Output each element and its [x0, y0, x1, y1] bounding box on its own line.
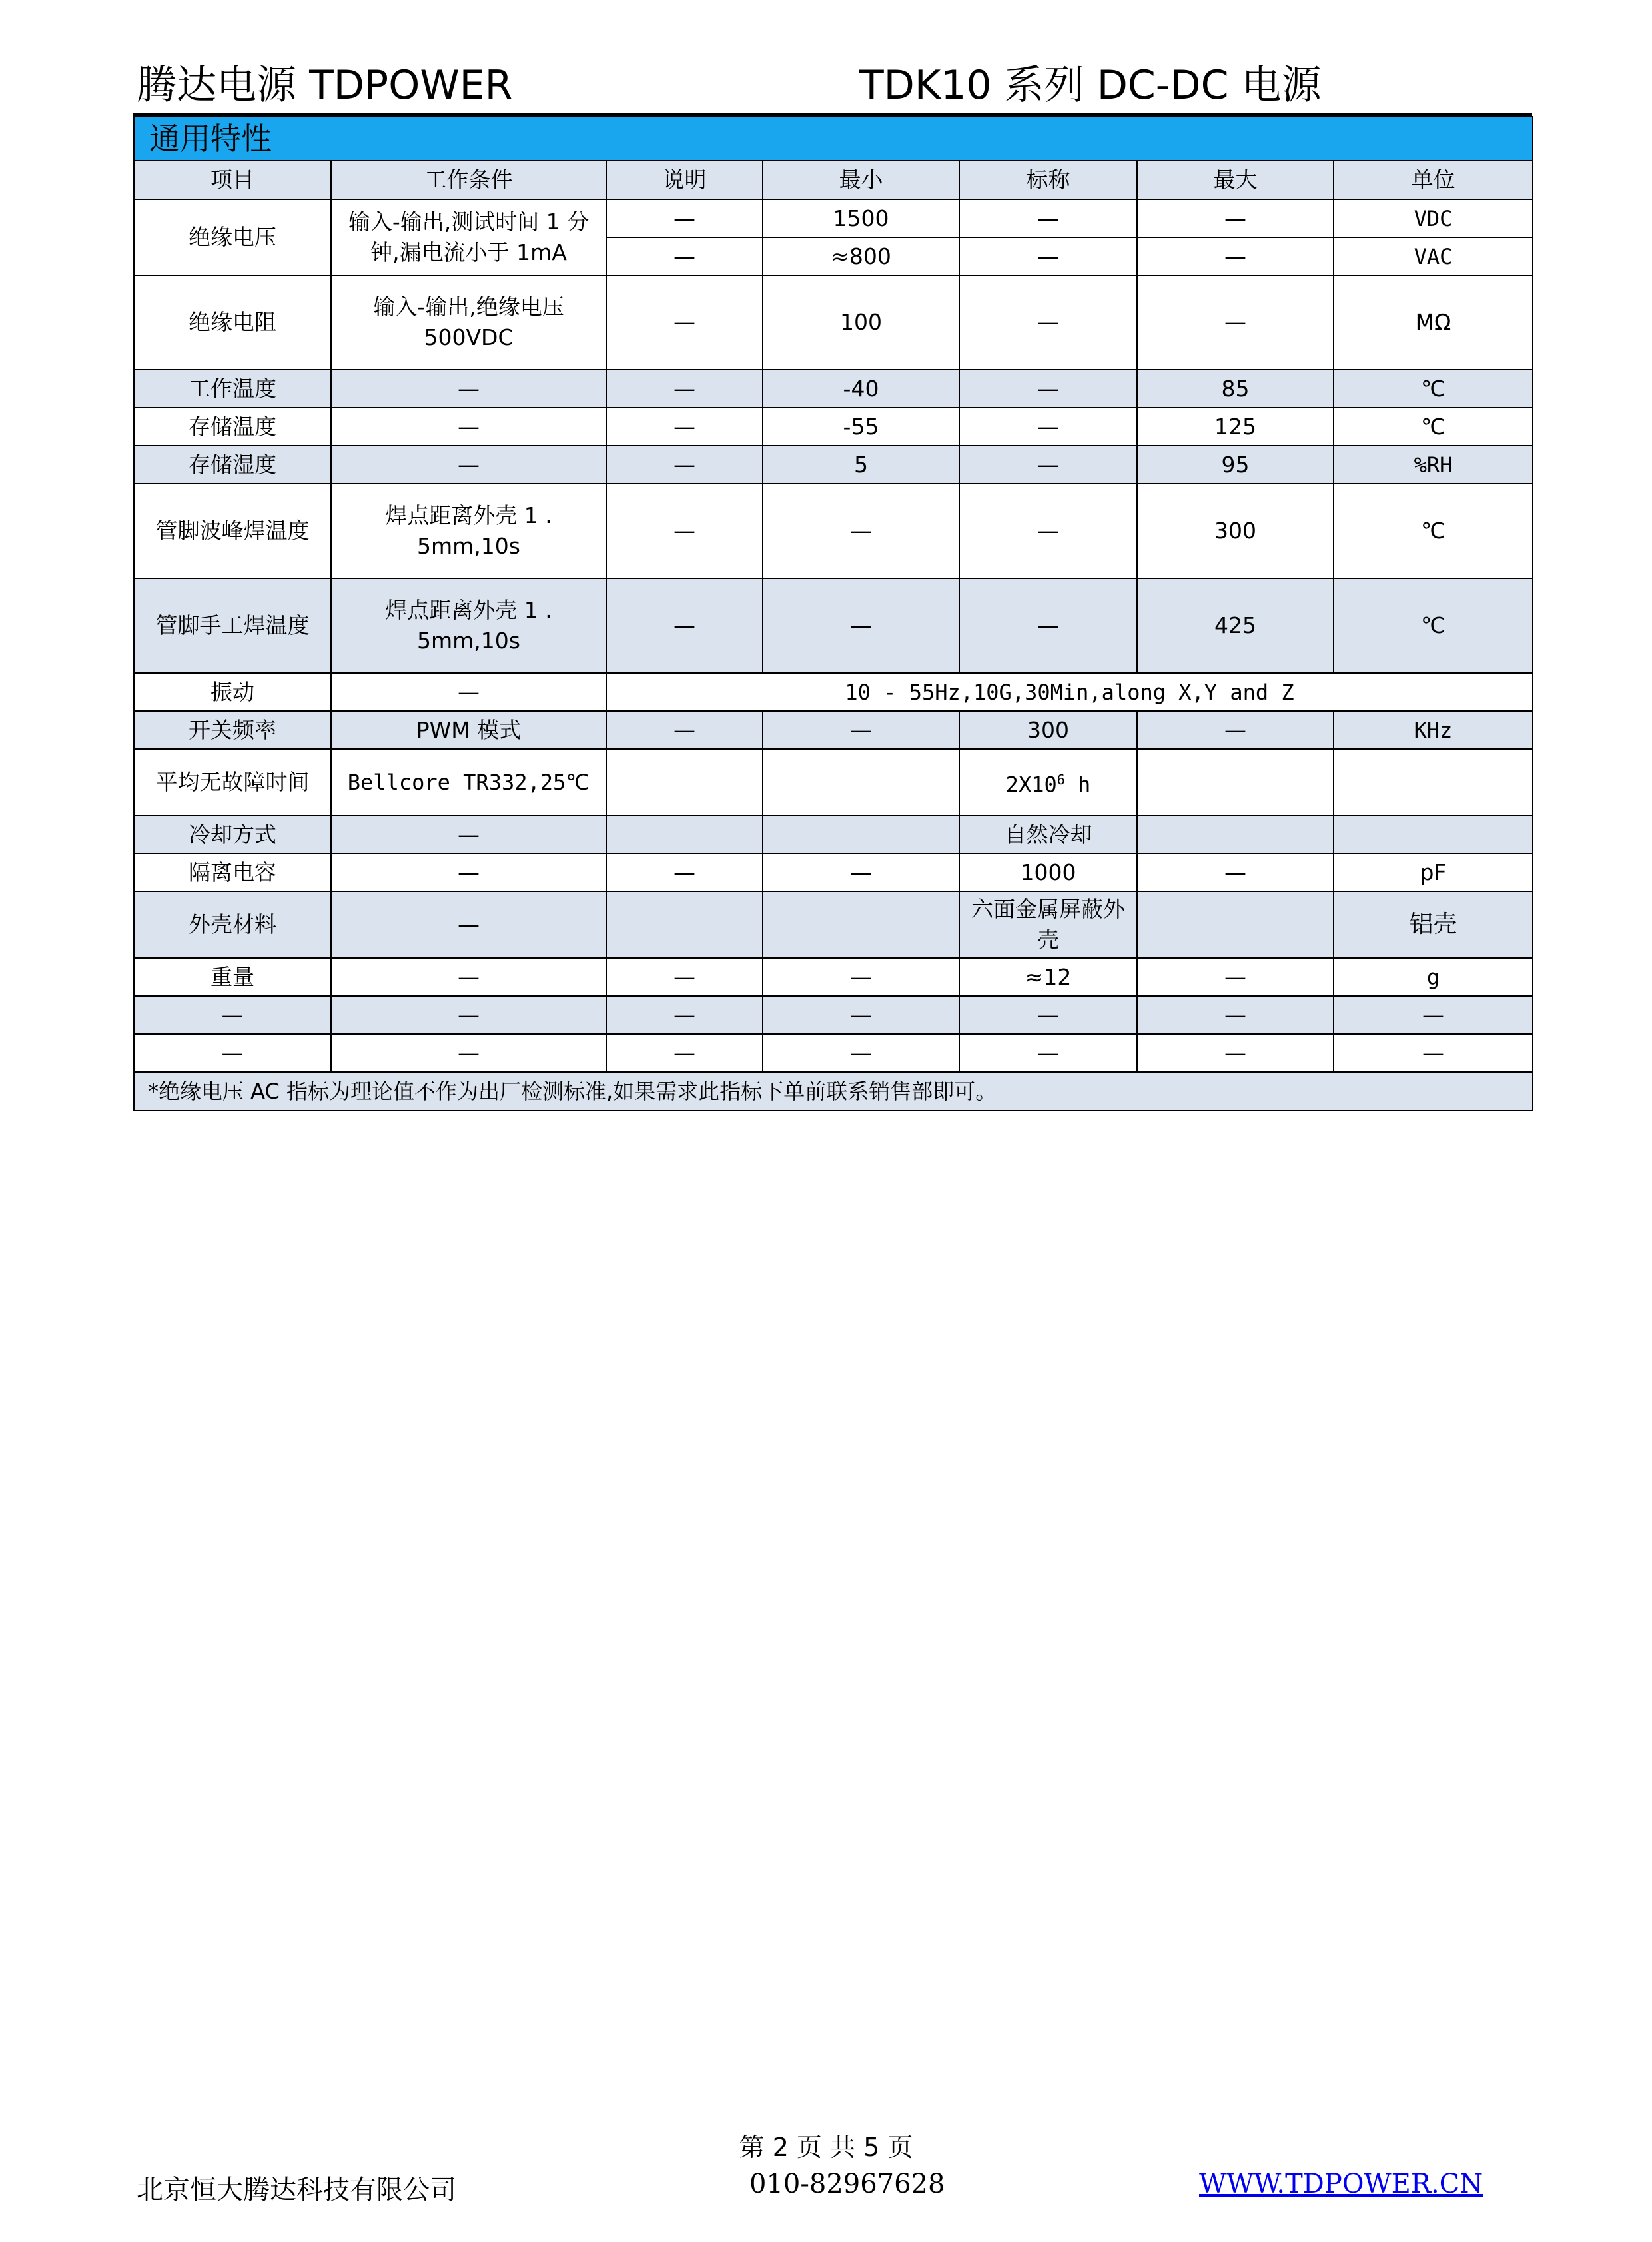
table-cell: 300: [1137, 484, 1334, 578]
table-cell: —: [1334, 996, 1533, 1034]
table-cell: VDC: [1334, 199, 1533, 237]
table-cell: —: [606, 408, 763, 446]
table-row: [134, 673, 1533, 711]
table-cell: —: [606, 370, 763, 408]
row-label: 存储温度: [134, 408, 331, 446]
column-header: 项目: [134, 161, 331, 199]
table-row: [134, 711, 1533, 749]
table-row: [134, 275, 1533, 370]
table-cell: [763, 749, 959, 816]
table-cell: 1500: [763, 199, 959, 237]
mtbf-unit: h: [1064, 772, 1091, 798]
table-cell: —: [959, 408, 1137, 446]
table-row: [134, 370, 1533, 408]
column-header: 最小: [763, 161, 959, 199]
table-cell: ℃: [1334, 370, 1533, 408]
vibration-spec: 10 - 55Hz,10G,30Min,along X,Y and Z: [606, 673, 1533, 711]
table-cell: —: [959, 237, 1137, 275]
table-row: [134, 446, 1533, 484]
table-cell: —: [959, 446, 1137, 484]
table-cell: -40: [763, 370, 959, 408]
table-cell: -55: [763, 408, 959, 446]
table-cell: —: [331, 673, 606, 711]
table-cell: 自然冷却: [959, 816, 1137, 853]
table-cell: —: [331, 370, 606, 408]
table-cell: —: [959, 199, 1137, 237]
table-cell: —: [331, 816, 606, 853]
table-cell: —: [763, 484, 959, 578]
row-label: 重量: [134, 958, 331, 996]
table-cell: 5: [763, 446, 959, 484]
table-cell: —: [331, 408, 606, 446]
table-cell: —: [606, 711, 763, 749]
table-cell: —: [606, 199, 763, 237]
table-cell: —: [763, 711, 959, 749]
table-header-row: [134, 161, 1533, 199]
table-cell: —: [606, 446, 763, 484]
table-note: *绝缘电压 AC 指标为理论值不作为出厂检测标准,如果需求此指标下单前联系销售部即可。: [134, 1072, 1533, 1111]
section-title: 通用特性: [134, 117, 1533, 161]
table-cell: —: [1137, 958, 1334, 996]
table-cell: —: [606, 578, 763, 673]
page-number: 第 2 页 共 5 页: [739, 2133, 913, 2162]
table-cell: —: [606, 853, 763, 891]
table-cell: —: [134, 1034, 331, 1072]
table-cell: —: [331, 996, 606, 1034]
footer-company: 北京恒大腾达科技有限公司: [137, 2175, 456, 2205]
row-label: 工作温度: [134, 370, 331, 408]
table-row: [134, 199, 1533, 237]
table-cell: MΩ: [1334, 275, 1533, 370]
row-label: 振动: [134, 673, 331, 711]
row-label: 平均无故障时间: [134, 749, 331, 816]
table-cell: —: [606, 996, 763, 1034]
table-cell: [1137, 816, 1334, 853]
table-row: [134, 853, 1533, 891]
table-row: [134, 578, 1533, 673]
row-label: 存储湿度: [134, 446, 331, 484]
table-cell: 1000: [959, 853, 1137, 891]
table-cell: —: [134, 996, 331, 1034]
table-cell: VAC: [1334, 237, 1533, 275]
row-condition: Bellcore TR332,25℃: [331, 749, 606, 816]
row-condition: 输入-输出,测试时间 1 分钟,漏电流小于 1mA: [331, 199, 606, 275]
table-cell: ℃: [1334, 484, 1533, 578]
table-cell: —: [606, 275, 763, 370]
column-header: 说明: [606, 161, 763, 199]
table-cell: —: [606, 958, 763, 996]
table-cell: KHz: [1334, 711, 1533, 749]
table-cell: —: [1137, 237, 1334, 275]
table-cell: [763, 891, 959, 958]
table-cell: 95: [1137, 446, 1334, 484]
table-cell: —: [1334, 1034, 1533, 1072]
mtbf-base: 2X10: [1005, 772, 1057, 798]
header-product-series: TDK10 系列 DC-DC 电源: [859, 62, 1322, 109]
table-cell: —: [1137, 275, 1334, 370]
table-cell: —: [1137, 1034, 1334, 1072]
table-cell: pF: [1334, 853, 1533, 891]
table-row: [134, 816, 1533, 853]
table-row: [134, 1034, 1533, 1072]
table-row: [134, 749, 1533, 816]
table-cell: —: [959, 996, 1137, 1034]
table-cell: —: [959, 1034, 1137, 1072]
row-label: 绝缘电阻: [134, 275, 331, 370]
row-condition: 焊点距离外壳 1 . 5mm,10s: [331, 484, 606, 578]
table-row: [134, 996, 1533, 1034]
header-brand: 腾达电源 TDPOWER: [137, 62, 513, 109]
table-cell: —: [1137, 996, 1334, 1034]
table-cell: 125: [1137, 408, 1334, 446]
mtbf-exponent: 6: [1056, 772, 1065, 788]
table-cell: [1137, 891, 1334, 958]
mtbf-value: [959, 749, 1137, 816]
table-cell: —: [763, 958, 959, 996]
table-cell: 85: [1137, 370, 1334, 408]
table-cell: 300: [959, 711, 1137, 749]
row-condition: 焊点距离外壳 1 . 5mm,10s: [331, 578, 606, 673]
row-label: 开关频率: [134, 711, 331, 749]
row-label: 管脚手工焊温度: [134, 578, 331, 673]
table-row: [134, 891, 1533, 958]
table-row: [134, 408, 1533, 446]
table-cell: %RH: [1334, 446, 1533, 484]
table-cell: —: [959, 275, 1137, 370]
table-cell: g: [1334, 958, 1533, 996]
row-label: 隔离电容: [134, 853, 331, 891]
column-header: 最大: [1137, 161, 1334, 199]
table-row: [134, 484, 1533, 578]
table-row: [134, 958, 1533, 996]
table-cell: —: [606, 237, 763, 275]
row-label: 外壳材料: [134, 891, 331, 958]
column-header: 工作条件: [331, 161, 606, 199]
general-characteristics-table: [133, 116, 1533, 1111]
table-cell: —: [1137, 853, 1334, 891]
row-label: 管脚波峰焊温度: [134, 484, 331, 578]
table-cell: [606, 816, 763, 853]
column-header: 标称: [959, 161, 1137, 199]
table-cell: —: [763, 996, 959, 1034]
table-cell: [606, 891, 763, 958]
row-label: 绝缘电压: [134, 199, 331, 275]
table-cell: —: [763, 1034, 959, 1072]
table-cell: ℃: [1334, 578, 1533, 673]
table-cell: —: [331, 853, 606, 891]
table-cell: —: [331, 958, 606, 996]
table-cell: —: [959, 484, 1137, 578]
table-cell: [1334, 749, 1533, 816]
row-condition: PWM 模式: [331, 711, 606, 749]
table-cell: —: [959, 370, 1137, 408]
footer-phone: 010-82967628: [749, 2169, 945, 2199]
table-cell: —: [763, 853, 959, 891]
table-cell: —: [331, 446, 606, 484]
table-cell: 六面金属屏蔽外壳: [959, 891, 1137, 958]
table-cell: —: [1137, 711, 1334, 749]
table-cell: [763, 816, 959, 853]
footer-website-link[interactable]: WWW.TDPOWER.CN: [1199, 2169, 1483, 2199]
table-cell: —: [606, 484, 763, 578]
row-label: 冷却方式: [134, 816, 331, 853]
table-cell: ℃: [1334, 408, 1533, 446]
table-cell: —: [606, 1034, 763, 1072]
table-cell: ≈12: [959, 958, 1137, 996]
table-cell: [1137, 749, 1334, 816]
table-cell: 铝壳: [1334, 891, 1533, 958]
table-cell: —: [331, 891, 606, 958]
table-cell: ≈800: [763, 237, 959, 275]
table-cell: —: [959, 578, 1137, 673]
table-cell: —: [1137, 199, 1334, 237]
table-cell: [606, 749, 763, 816]
table-cell: —: [763, 578, 959, 673]
table-cell: [1334, 816, 1533, 853]
row-condition: 输入-输出,绝缘电压 500VDC: [331, 275, 606, 370]
column-header: 单位: [1334, 161, 1533, 199]
table-cell: —: [331, 1034, 606, 1072]
table-cell: 425: [1137, 578, 1334, 673]
table-cell: 100: [763, 275, 959, 370]
table-note-row: [134, 1072, 1533, 1111]
